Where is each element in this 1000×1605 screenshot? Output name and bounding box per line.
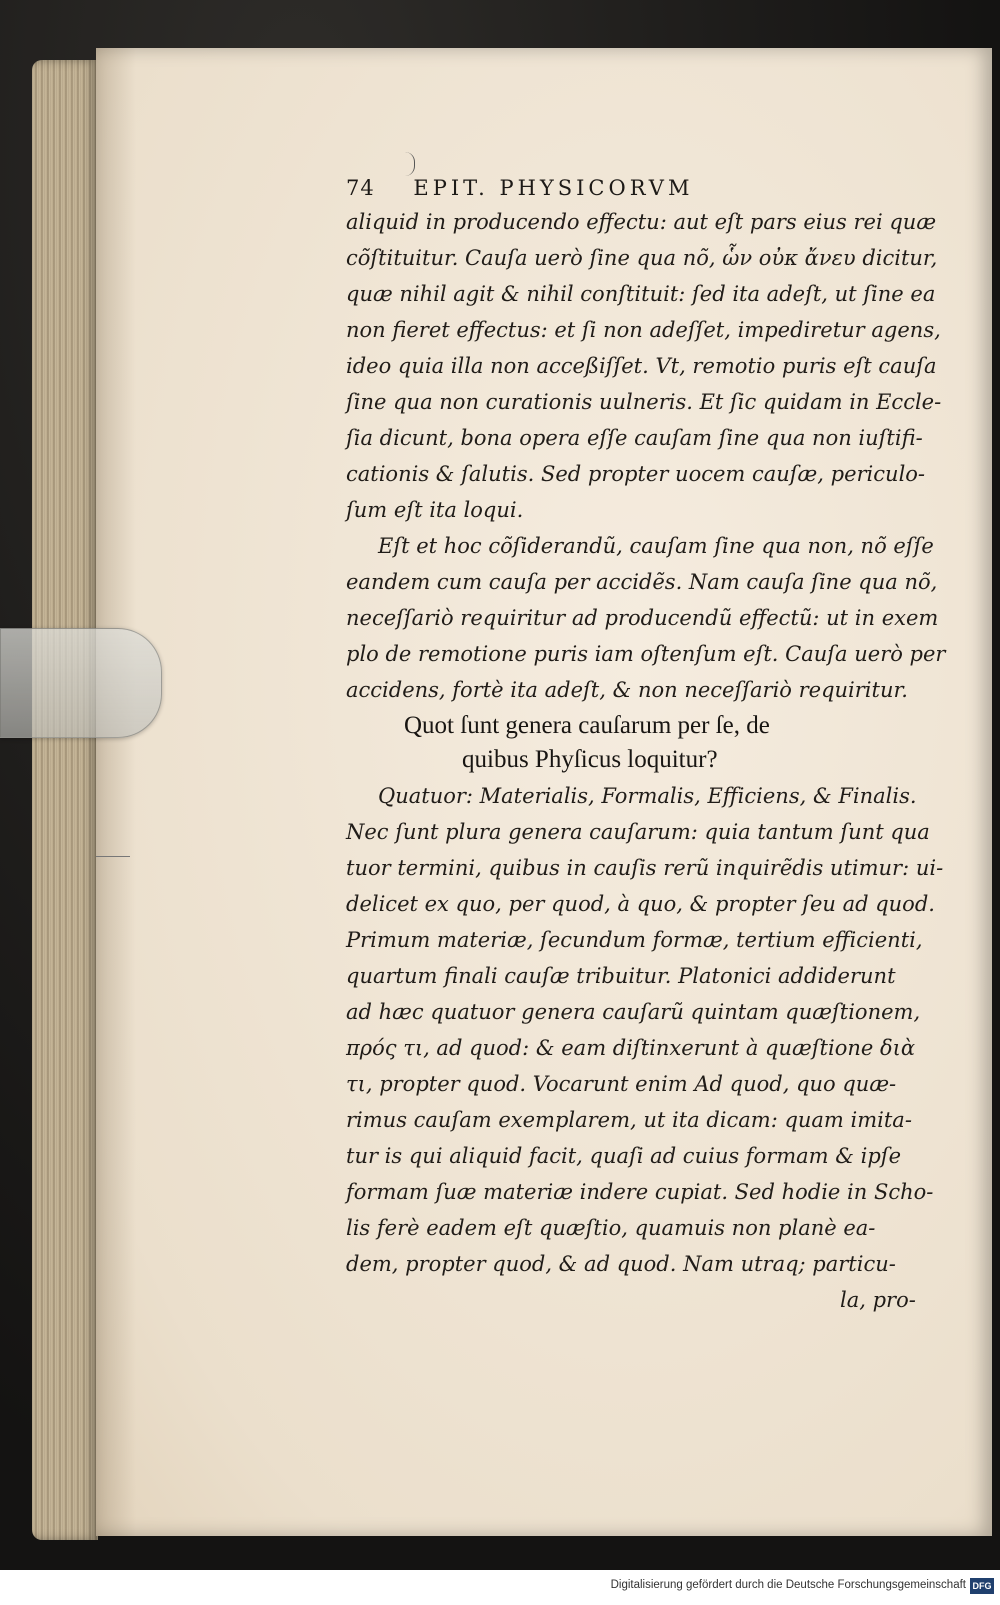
text-line: Quatuor: Materialis, Formalis, Efficiens, & Finalis. <box>378 784 917 808</box>
text-line: rimus cauſam exemplarem, ut ita dicam: quam imita- <box>346 1108 912 1132</box>
text-line: quartum finali cauſæ tribuitur. Platonici addiderunt <box>346 964 896 988</box>
text-line: eandem cum cauſa per accidẽs. Nam cauſa ſine qua nõ, <box>346 570 938 594</box>
catchword: la, pro- <box>840 1288 916 1312</box>
text-line: formam ſuæ materiæ indere cupiat. Sed hodie in Scho- <box>346 1180 934 1204</box>
text-line: πρός τι, ad quod: & eam diſtinxerunt à quæſtione διὰ <box>346 1036 916 1060</box>
text-line: cationis & ſalutis. Sed propter uocem cauſæ, periculo- <box>346 462 926 486</box>
text-line: Eſt et hoc cõſiderandũ, cauſam ſine qua non, nõ eſſe <box>378 534 934 558</box>
text-line: ad hæc quatuor genera cauſarũ quintam quæſtionem, <box>346 1000 921 1024</box>
dfg-logo: DFG <box>970 1578 994 1594</box>
text-line: delicet ex quo, per quod, à quo, & propter ſeu ad quod. <box>346 892 935 916</box>
text-line: plo de remotione puris iam oſtenſum eſt. Cauſa uerò per <box>346 642 946 666</box>
text-line: ideo quia illa non acceßiſſet. Vt, remotio puris eſt cauſa <box>346 354 937 378</box>
text-line: ſine qua non curationis uulneris. Et ſic quidam in Eccle- <box>346 390 942 414</box>
text-line: dem, propter quod, & ad quod. Nam utraq; particu- <box>346 1252 896 1276</box>
section-heading-line: Quot ſunt genera cauſarum per ſe, de <box>404 712 770 739</box>
running-title: EPIT. PHYSICORVM <box>413 176 694 200</box>
text-line: Nec ſunt plura genera cauſarum: quia tantum ſunt qua <box>346 820 930 844</box>
footer-credit: Digitalisierung gefördert durch die Deutsche Forschungsgemeinschaft <box>610 1579 966 1591</box>
page-tab-marker <box>0 628 162 738</box>
text-line: tuor termini, quibus in cauſis rerũ inquirẽdis utimur: ui- <box>346 856 944 880</box>
text-line: quæ nihil agit & nihil conſtituit: ſed ita adeſt, ut ſine ea <box>346 282 936 306</box>
text-line: non fieret effectus: et ſi non adeſſet, impediretur agens, <box>346 318 941 342</box>
text-line: accidens, fortè ita adeſt, & non neceſſariò requiritur. <box>346 678 908 702</box>
page-number: 74 <box>346 176 375 200</box>
text-line: tur is qui aliquid facit, quaſi ad cuius formam & ipſe <box>346 1144 901 1168</box>
text-line: ſum eſt ita loqui. <box>346 498 524 522</box>
section-heading-line: quibus Phyſicus loquitur? <box>462 746 718 773</box>
text-line: aliquid in producendo effectu: aut eſt pars eius rei quæ <box>346 210 937 234</box>
text-line: ſia dicunt, bona opera eſſe cauſam ſine qua non iuſtifi- <box>346 426 923 450</box>
text-line: neceſſariò requiritur ad producendũ effectũ: ut in exem <box>346 606 939 630</box>
footer-bar <box>0 1570 1000 1605</box>
text-line: cõſtituitur. Cauſa uerò ſine qua nõ, ὧν οὐκ ἄνευ dicitur, <box>346 246 938 270</box>
text-line: τι, propter quod. Vocarunt enim Ad quod, quo quæ- <box>346 1072 897 1096</box>
text-line: Primum materiæ, ſecundum formæ, tertium efficienti, <box>346 928 923 952</box>
text-line: lis ferè eadem eſt quæſtio, quamuis non planè ea- <box>346 1216 876 1240</box>
